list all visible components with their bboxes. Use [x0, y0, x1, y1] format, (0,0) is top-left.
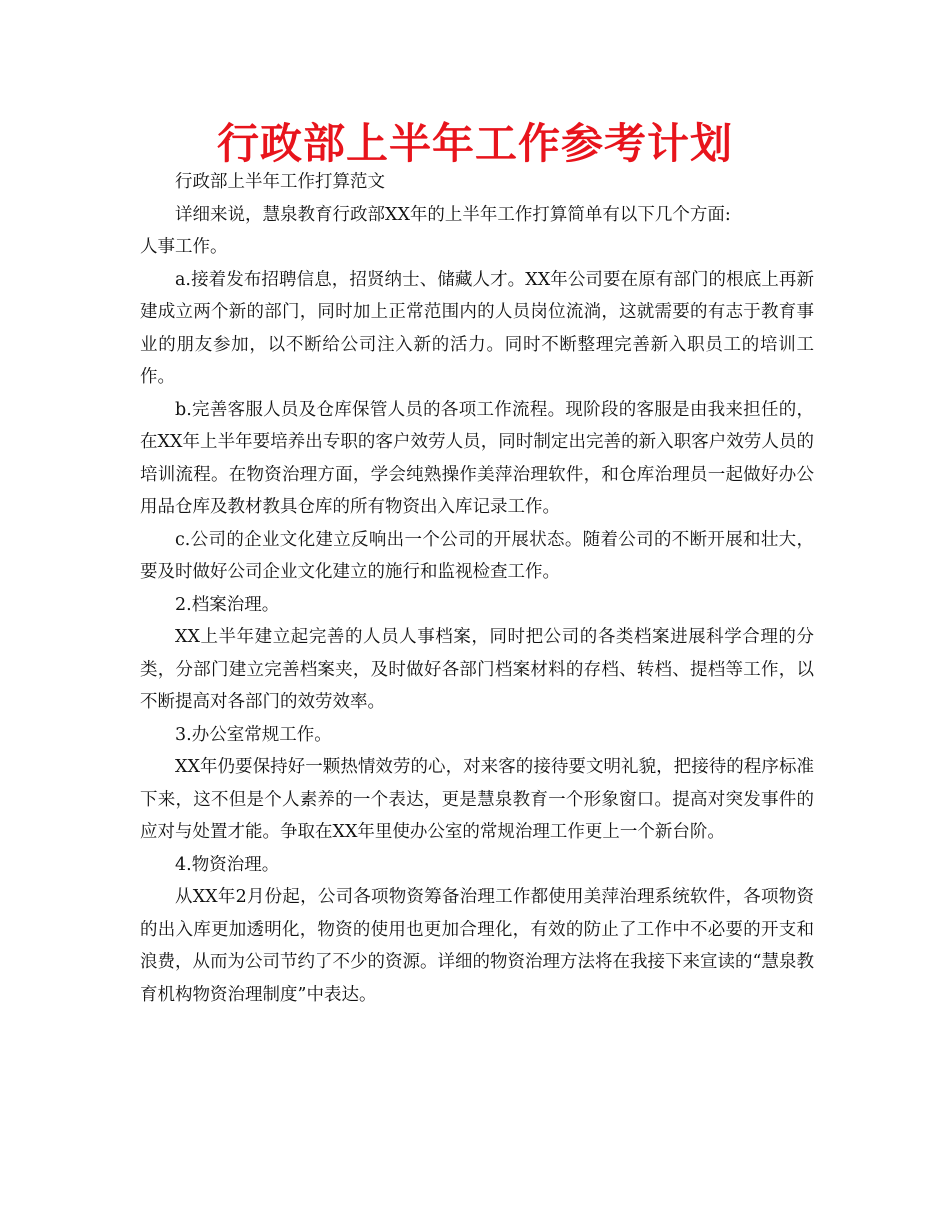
paragraph-section-archives: 2.档案治理。: [175, 594, 280, 615]
paragraph-section-office: 3.办公室常规工作。: [175, 724, 332, 745]
paragraph-archives-body: XX上半年建立起完善的人员人事档案，同时把公司的各类档案进展科学合理的分类，分部门建立完善档案夹，及时做好各部门档案材料的存档、转档、提档等工作，以不断提高对各部门的效劳效率。: [140, 627, 814, 712]
paragraph-section-materials: 4.物资治理。: [175, 854, 280, 875]
paragraph-item-b: b.完善客服人员及仓库保管人员的各项工作流程。现阶段的客服是由我来担任的，在XX年上半年要培养出专职的客户效劳人员，同时制定出完善的新入职客户效劳人员的培训流程。在物资治理方面，学会纯熟操作美萍治理软件，和仓库治理员一起做好办公用品仓库及教材教具仓库的所有物资出入库记录工作。: [140, 399, 814, 517]
document-body: [140, 166, 814, 1011]
paragraph-materials-body: 从XX年2月份起，公司各项物资筹备治理工作都使用美萍治理系统软件，各项物资的出入库更加透明化，物资的使用也更加合理化，有效的防止了工作中不必要的开支和浪费，从而为公司节约了不少的资源。详细的物资治理方法将在我接下来宣读的“慧泉教育机构物资治理制度”中表达。: [140, 887, 814, 1005]
paragraph-item-c: c.公司的企业文化建立反响出一个公司的开展状态。随着公司的不断开展和壮大，要及时做好公司企业文化建立的施行和监视检查工作。: [140, 529, 814, 582]
paragraph-section-personnel: 人事工作。: [140, 237, 228, 257]
paragraph-subtitle: 行政部上半年工作打算范文: [175, 172, 385, 192]
document-title: 行政部上半年工作参考计划: [216, 119, 733, 168]
paragraph-office-body: XX年仍要保持好一颗热情效劳的心，对来客的接待要文明礼貌，把接待的程序标准下来，这不但是个人素养的一个表达，更是慧泉教育一个形象窗口。提高对突发事件的应对与处置才能。争取在XX年里使办公室的常规治理工作更上一个新台阶。: [140, 757, 814, 842]
paragraph-intro: 详细来说，慧泉教育行政部XX年的上半年工作打算简单有以下几个方面:: [175, 204, 731, 225]
paragraph-item-a: a.接着发布招聘信息，招贤纳士、储藏人才。XX年公司要在原有部门的根底上再新建成立两个新的部门，同时加上正常范围内的人员岗位流淌，这就需要的有志于教育事业的朋友参加，以不断给公司注入新的活力。同时不断整理完善新入职员工的培训工作。: [140, 269, 814, 387]
